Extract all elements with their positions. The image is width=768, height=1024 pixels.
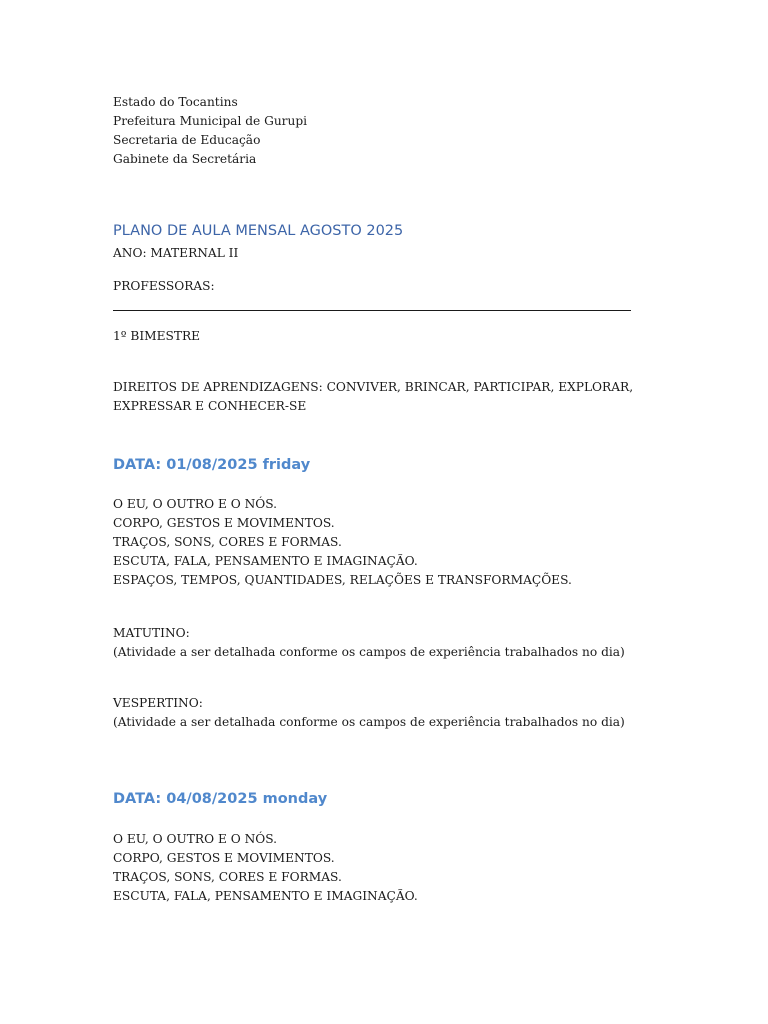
morning-label: MATUTINO:: [113, 626, 190, 640]
field-item: ESCUTA, FALA, PENSAMENTO E IMAGINAÇÃO.: [113, 889, 418, 903]
date-heading-day1: DATA: 01/08/2025 friday: [113, 457, 311, 473]
field-item: O EU, O OUTRO E O NÓS.: [113, 497, 278, 511]
afternoon-label: VESPERTINO:: [113, 696, 203, 710]
date-heading-day2: DATA: 04/08/2025 monday: [113, 791, 328, 807]
bimester-label: 1º BIMESTRE: [113, 329, 201, 343]
morning-text: (Atividade a ser detalhada conforme os campos de experiência trabalhados no dia): [113, 645, 625, 659]
letterhead: [113, 93, 307, 169]
learning-rights-line-2: EXPRESSAR E CONHECER-SE: [113, 399, 307, 413]
letterhead-cabinet: Gabinete da Secretária: [113, 152, 257, 166]
teachers-label: PROFESSORAS:: [113, 279, 215, 293]
experience-fields-day1: [113, 495, 572, 590]
afternoon-section-day1: [113, 694, 625, 732]
field-item: ESPAÇOS, TEMPOS, QUANTIDADES, RELAÇÕES E TRANSFORMAÇÕES.: [113, 573, 572, 587]
letterhead-prefecture: Prefeitura Municipal de Gurupi: [113, 114, 308, 128]
field-item: ESCUTA, FALA, PENSAMENTO E IMAGINAÇÃO.: [113, 554, 418, 568]
field-item: CORPO, GESTOS E MOVIMENTOS.: [113, 516, 335, 530]
learning-rights-line-1: DIREITOS DE APRENDIZAGENS: CONVIVER, BRINCAR, PARTICIPAR, EXPLORAR,: [113, 380, 634, 394]
experience-fields-day2: [113, 830, 418, 906]
teachers-blank-line: [113, 310, 631, 311]
field-item: O EU, O OUTRO E O NÓS.: [113, 832, 278, 846]
field-item: TRAÇOS, SONS, CORES E FORMAS.: [113, 535, 342, 549]
learning-rights: [113, 378, 633, 416]
plan-title: PLANO DE AULA MENSAL AGOSTO 2025: [113, 223, 404, 239]
morning-section-day1: [113, 624, 625, 662]
plan-year: ANO: MATERNAL II: [113, 246, 239, 260]
afternoon-text: (Atividade a ser detalhada conforme os campos de experiência trabalhados no dia): [113, 715, 625, 729]
letterhead-state: Estado do Tocantins: [113, 95, 238, 109]
field-item: CORPO, GESTOS E MOVIMENTOS.: [113, 851, 335, 865]
field-item: TRAÇOS, SONS, CORES E FORMAS.: [113, 870, 342, 884]
letterhead-secretariat: Secretaria de Educação: [113, 133, 261, 147]
